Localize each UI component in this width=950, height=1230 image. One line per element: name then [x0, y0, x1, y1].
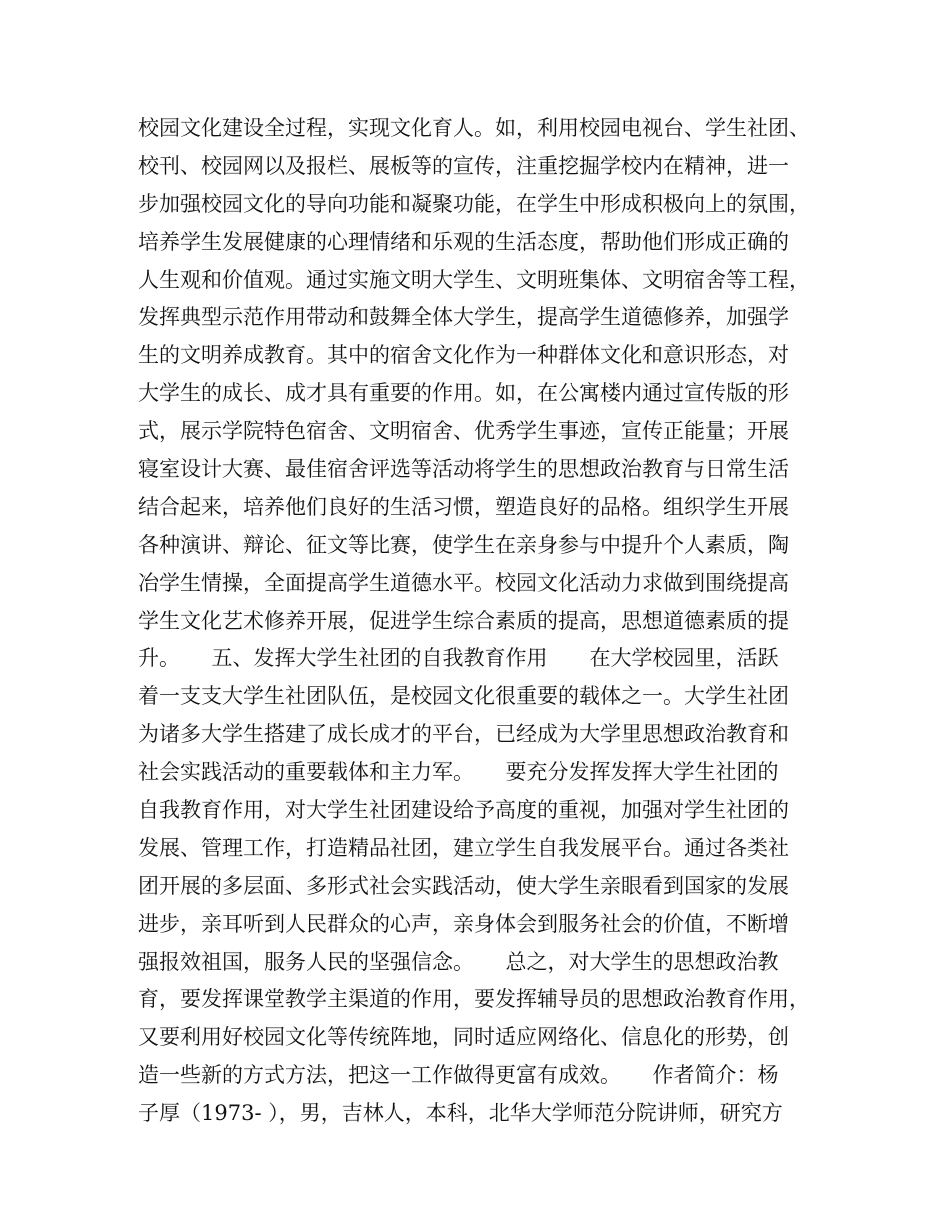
- text-line: 各种演讲、辩论、征文等比赛，使学生在亲身参与中提升个人素质，陶: [138, 532, 789, 557]
- text-line: 社会实践活动的重要载体和主力军。 要充分发挥发挥大学生社团的: [138, 760, 779, 785]
- text-line: 造一些新的方式方法，把这一工作做得更富有成效。 作者简介：杨: [138, 1063, 779, 1088]
- text-line: 自我教育作用，对大学生社团建设给予高度的重视，加强对学生社团的: [138, 798, 789, 823]
- text-line: 着一支支大学生社团队伍，是校园文化很重要的载体之一。大学生社团: [138, 684, 789, 709]
- text-line: 校园文化建设全过程，实现文化育人。如，利用校园电视台、学生社团、: [138, 116, 810, 140]
- text-line: 培养学生发展健康的心理情绪和乐观的生活态度，帮助他们形成正确的: [138, 229, 789, 254]
- text-line: 生的文明养成教育。其中的宿舍文化作为一种群体文化和意识形态，对: [138, 343, 789, 368]
- text-line: 校刊、校园网以及报栏、展板等的宣传，注重挖掘学校内在精神，进一: [138, 153, 789, 178]
- text-line: 人生观和价值观。通过实施文明大学生、文明班集体、文明宿舍等工程，: [138, 267, 810, 292]
- text-line: 为诸多大学生搭建了成长成才的平台，已经成为大学里思想政治教育和: [138, 722, 789, 747]
- text-line: 子厚（1973- ），男，吉林人，本科，北华大学师范分院讲师，研究方: [138, 1101, 783, 1126]
- body-text: [138, 110, 818, 1133]
- text-line: 进步，亲耳听到人民群众的心声，亲身体会到服务社会的价值，不断增: [138, 911, 789, 936]
- text-line: 式，展示学院特色宿舍、文明宿舍、优秀学生事迹，宣传正能量；开展: [138, 419, 789, 444]
- text-line: 发挥典型示范作用带动和鼓舞全体大学生，提高学生道德修养，加强学: [138, 305, 789, 330]
- text-line: 学生文化艺术修养开展，促进学生综合素质的提高，思想道德素质的提: [138, 608, 789, 633]
- text-line: 大学生的成长、成才具有重要的作用。如，在公寓楼内通过宣传版的形: [138, 381, 789, 406]
- text-line: 冶学生情操，全面提高学生道德水平。校园文化活动力求做到围绕提高: [138, 570, 789, 595]
- text-line: 寝室设计大赛、最佳宿舍评选等活动将学生的思想政治教育与日常生活: [138, 457, 789, 482]
- text-line: 又要利用好校园文化等传统阵地，同时适应网络化、信息化的形势，创: [138, 1025, 789, 1050]
- text-line: 结合起来，培养他们良好的生活习惯，塑造良好的品格。组织学生开展: [138, 494, 789, 519]
- text-line: 强报效祖国，服务人民的坚强信念。 总之，对大学生的思想政治教: [138, 949, 779, 974]
- text-line: 团开展的多层面、多形式社会实践活动，使大学生亲眼看到国家的发展: [138, 873, 789, 898]
- text-line: 发展、管理工作，打造精品社团，建立学生自我发展平台。通过各类社: [138, 835, 789, 860]
- text-line: 步加强校园文化的导向功能和凝聚功能，在学生中形成积极向上的氛围，: [138, 191, 810, 216]
- text-line: 升。 五、发挥大学生社团的自我教育作用 在大学校园里，活跃: [138, 646, 779, 671]
- text-line: 育，要发挥课堂教学主渠道的作用，要发挥辅导员的思想政治教育作用，: [138, 987, 810, 1012]
